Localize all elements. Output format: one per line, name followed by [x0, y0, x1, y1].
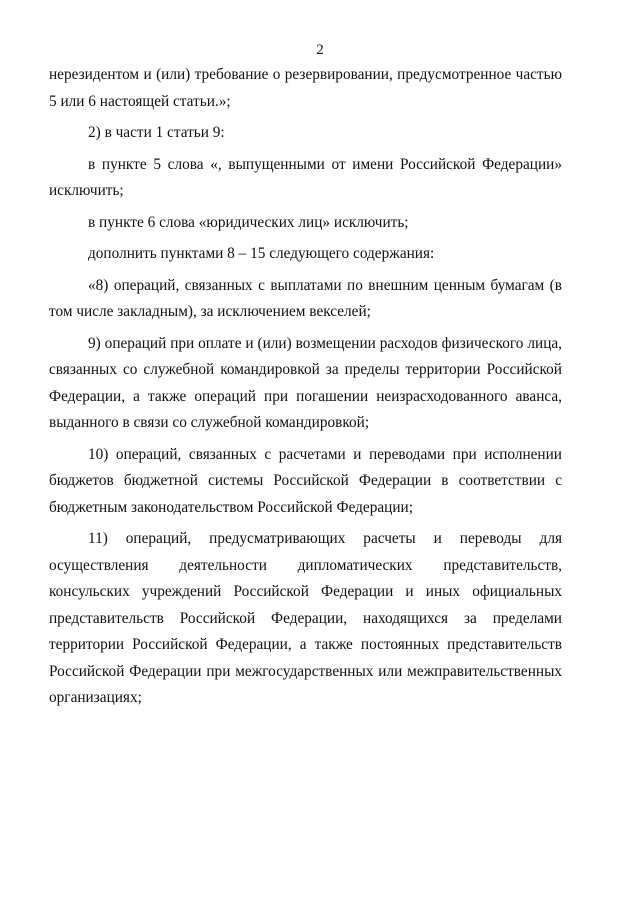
paragraph-point-11: 11) операций, предусматривающих расчеты и переводы для осуществления деятельности дипломатических представительств, консульских учреждений Российской Федерации и иных официальных представительств Российской Федерации, находящихся за пределами территории Российской Федерации, а также постоянных представительств Российской Федерации при межгосударственных или межправительственных организациях;: [49, 530, 562, 706]
paragraph-point-6: в пункте 6 слова «юридических лиц» исключить;: [88, 213, 409, 231]
paragraph-supplement: дополнить пунктами 8 – 15 следующего содержания:: [88, 245, 435, 262]
document-body: [49, 62, 562, 717]
paragraph-continuation: нерезидентом и (или) требование о резервировании, предусмотренное частью 5 или 6 настоящей статьи.»;: [49, 66, 562, 110]
paragraph-item-2: 2) в части 1 статьи 9:: [88, 124, 225, 141]
paragraph-point-8: «8) операций, связанных с выплатами по внешним ценным бумагам (в том числе закладным), за исключением векселей;: [49, 276, 562, 320]
paragraph-point-5: в пункте 5 слова «, выпущенными от имени Российской Федерации» исключить;: [49, 155, 562, 199]
page-number: 2: [316, 42, 324, 58]
paragraph-point-10: 10) операций, связанных с расчетами и переводами при исполнении бюджетов бюджетной системы Российской Федерации в соответствии с бюджетным законодательством Российской Федерации;: [49, 445, 562, 516]
paragraph-point-9: 9) операций при оплате и (или) возмещении расходов физического лица, связанных со служебной командировкой за пределы территории Российской Федерации, а также операций при погашении неизрасходованного аванса, выданного в связи со служебной командировкой;: [49, 334, 562, 431]
